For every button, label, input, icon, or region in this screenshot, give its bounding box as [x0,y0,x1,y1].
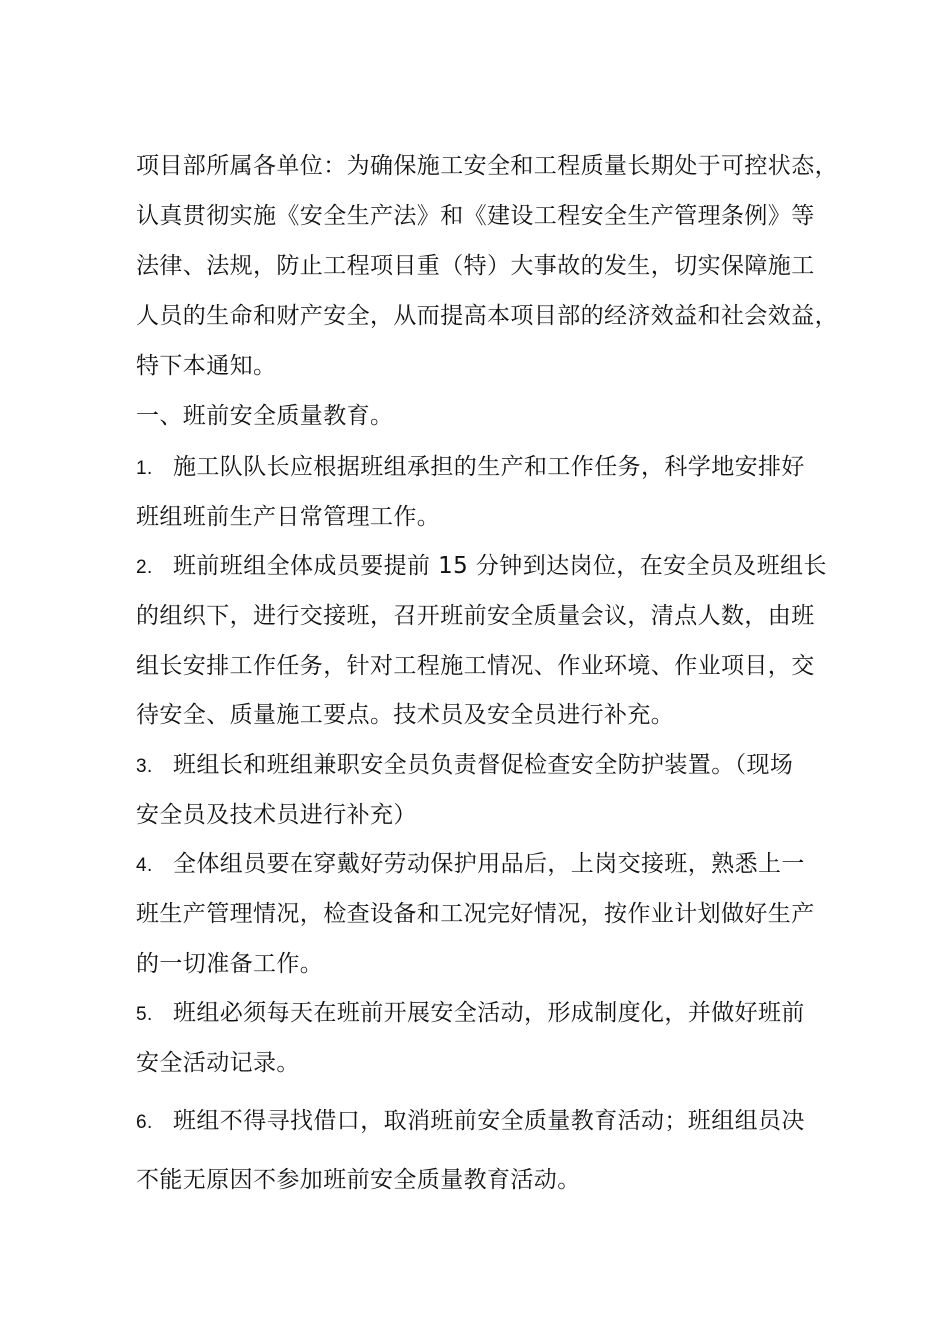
intro-line: 项目部所属各单位：为确保施工安全和工程质量长期处于可控状态， [136,153,838,179]
item-text: 班前班组全体成员要提前 15 分钟到达岗位，在安全员及班组长 [173,553,827,579]
item-text: 班组不得寻找借口，取消班前安全质量教育活动；班组组员决 [173,1108,805,1134]
list-item-line [136,750,793,782]
list-item-line: 安全活动记录。 [136,1050,300,1076]
list-item-line [136,1106,805,1138]
section-heading: 一、班前安全质量教育。 [136,403,394,429]
intro-line: 认真贯彻实施《安全生产法》和《建设工程安全生产管理条例》等 [136,203,815,229]
item-number: 5. [136,1004,153,1025]
item-number: 2. [136,557,153,578]
list-item-line [136,849,805,881]
list-item-line: 不能无原因不参加班前安全质量教育活动。 [136,1167,581,1193]
item-number: 3. [136,756,153,777]
item-text: 班组长和班组兼职安全员负责督促检查安全防护装置。（现场 [173,752,794,778]
list-item-line: 安全员及技术员进行补充） [136,802,417,828]
list-item-line: 的一切准备工作。 [136,951,324,977]
intro-line: 人员的生命和财产安全，从而提高本项目部的经济效益和社会效益， [136,303,838,329]
intro-line: 特下本通知。 [136,353,277,379]
list-item-line: 班生产管理情况，检查设备和工况完好情况，按作业计划做好生产 [136,901,815,927]
list-item-line [136,551,827,583]
item-number: 1. [136,458,153,479]
item-number: 4. [136,855,153,876]
item-text: 班组必须每天在班前开展安全活动，形成制度化，并做好班前 [173,1000,805,1026]
list-item-line [136,998,805,1030]
item-number: 6. [136,1112,153,1133]
list-item-line: 的组织下，进行交接班，召开班前安全质量会议，清点人数，由班 [136,603,815,629]
item-text: 施工队队长应根据班组承担的生产和工作任务，科学地安排好 [173,454,805,480]
list-item-line: 组长安排工作任务，针对工程施工情况、作业环境、作业项目，交 [136,653,815,679]
item-text: 全体组员要在穿戴好劳动保护用品后，上岗交接班，熟悉上一 [173,851,805,877]
list-item-line: 待安全、质量施工要点。技术员及安全员进行补充。 [136,702,675,728]
list-item-line: 班组班前生产日常管理工作。 [136,504,441,530]
intro-line: 法律、法规，防止工程项目重（特）大事故的发生，切实保障施工 [136,253,815,279]
list-item-line [136,452,805,484]
